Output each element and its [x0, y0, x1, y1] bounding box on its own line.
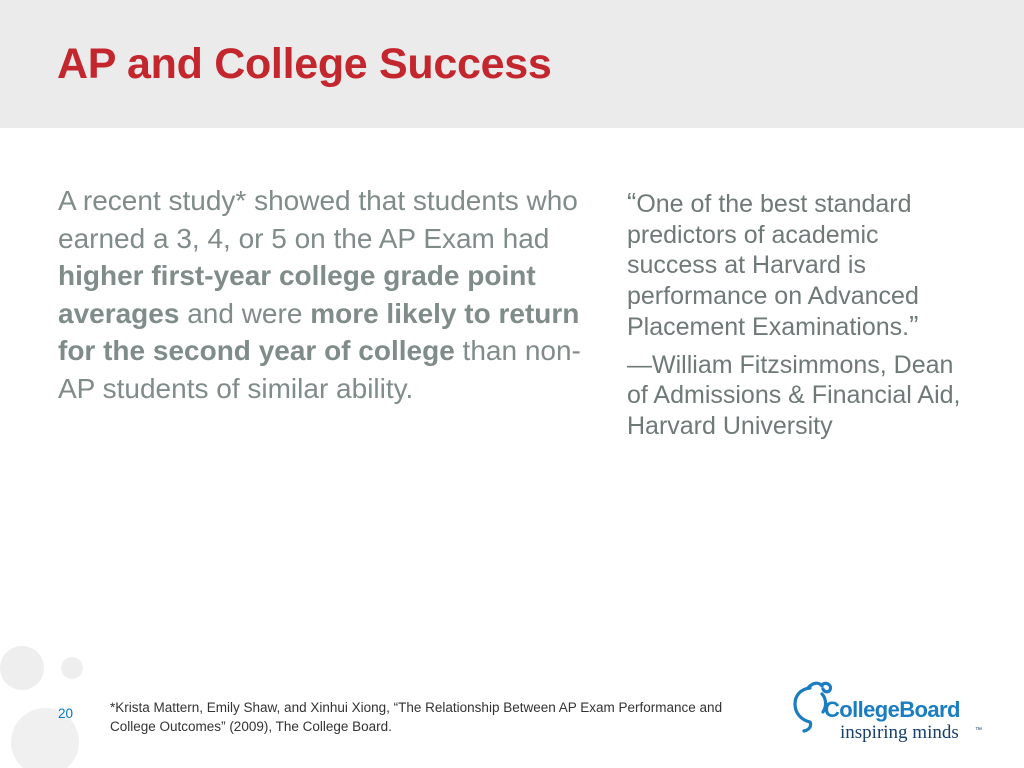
body-text-2: and were: [179, 297, 311, 329]
logo-brand-text: CollegeBoard: [824, 697, 960, 722]
quote-text: [627, 188, 972, 343]
collegeboard-logo: [786, 672, 991, 744]
quote-open-mark: “: [627, 187, 637, 218]
quote-column: [627, 188, 972, 441]
page-number: 20: [58, 706, 74, 721]
body-text-1: A recent study* showed that students who earned a 3, 4, or 5 on the AP Exam had: [58, 185, 578, 254]
quote-body: One of the best standard predictors of academic success at Harvard is performance on Advanced Placement Examinations.: [627, 190, 919, 341]
decorative-circles: [0, 630, 110, 768]
body-paragraph: [58, 182, 583, 407]
body-emphasis-gpa: higher first-year college grade point averages: [58, 260, 536, 329]
footnote-study-title: The Relationship Between AP Exam Performance and College Outcomes: [110, 700, 723, 734]
quote-close-mark: ”: [909, 310, 919, 341]
decorative-circle: [0, 646, 44, 690]
body-emphasis-return: more likely to return for the second year of college: [58, 297, 580, 366]
footnote-authors: *Krista Mattern, Emily Shaw, and Xinhui Xiong,: [110, 700, 394, 715]
footnote-open-mark: “: [393, 700, 399, 715]
decorative-circle: [61, 657, 83, 679]
footnote-close-mark: ”: [221, 719, 226, 734]
slide-title: AP and College Success: [57, 40, 552, 88]
footnote: [110, 698, 730, 736]
quote-attribution: —William Fitzsimmons, Dean of Admissions & Financial Aid, Harvard University: [627, 350, 961, 440]
footnote-source: (2009), The College Board.: [225, 719, 392, 734]
logo-tagline-text: inspiring minds: [840, 722, 959, 743]
logo-trademark: ™: [975, 727, 982, 734]
body-text-3: than non-AP students of similar ability.: [58, 335, 581, 404]
